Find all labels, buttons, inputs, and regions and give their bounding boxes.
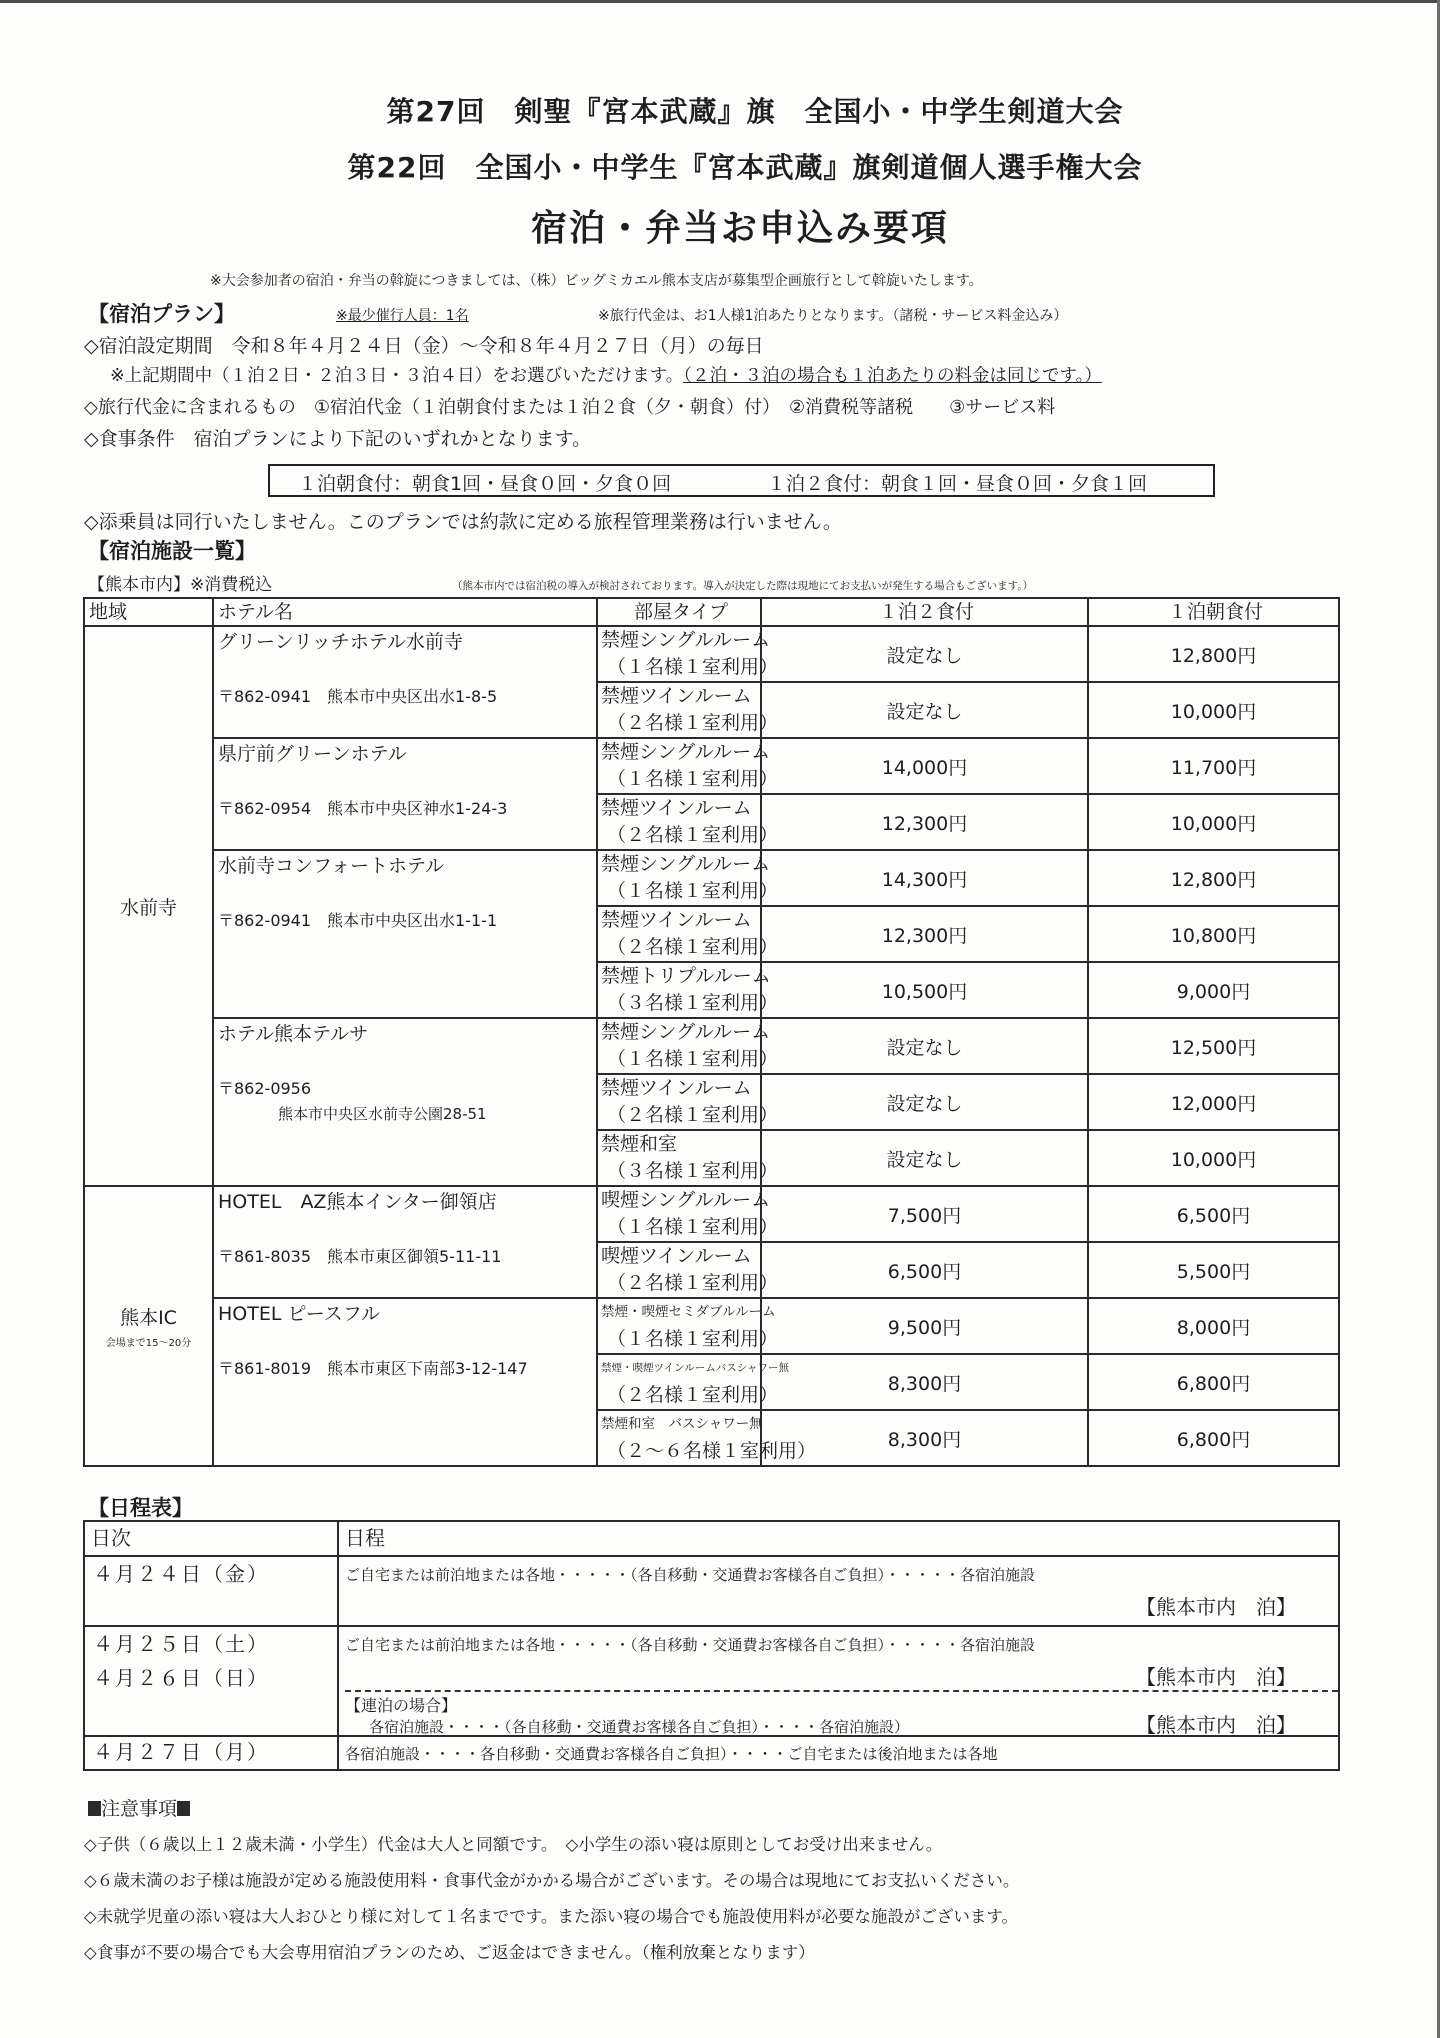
hotel-room-row (84, 1186, 1339, 1242)
itinerary-text: ご自宅または前泊地または各地・・・・・（各自移動・交通費お客様各自ご負担）・・・・・各宿泊施設 (345, 1636, 1036, 1654)
room-type: 禁煙ツインルーム (601, 685, 752, 707)
room-type-cell (597, 1018, 779, 1074)
hotel-cell (213, 1018, 597, 1186)
price-breakfast: 11,700円 (1088, 738, 1339, 794)
room-occupancy: （２～６名様１室利用） (607, 1440, 817, 1462)
hotel-cell (213, 850, 597, 1018)
room-type: 禁煙ツインルーム (601, 797, 752, 819)
room-type-cell (597, 626, 779, 682)
room-occupancy: （１名様１室利用） (607, 1216, 779, 1238)
room-occupancy: （２名様１室利用） (607, 1104, 779, 1126)
room-type: 禁煙シングルルーム (601, 629, 771, 651)
title-line-1: 第27回 剣聖『宮本武蔵』旗 全国小・中学生剣道大会 (386, 95, 1124, 128)
room-type-cell (597, 1186, 779, 1242)
price-two-meals: 設定なし (761, 682, 1088, 738)
price-two-meals: 9,500円 (761, 1298, 1088, 1354)
min-people-note: ※最少催行人員：1名 (336, 308, 469, 324)
schedule-date: ４月２４日（金） (93, 1562, 269, 1586)
schedule-table (83, 1520, 1340, 1771)
room-type: 喫煙シングルルーム (601, 1189, 771, 1211)
hotel-table (83, 597, 1340, 1467)
stay-choice-note: （２泊・３泊の場合も１泊あたりの料金は同じです。） (683, 366, 1102, 386)
hotel-cell (213, 626, 597, 738)
room-type: 禁煙シングルルーム (601, 1021, 771, 1043)
schedule-itinerary (338, 1736, 1339, 1770)
hotel-cell (213, 1186, 597, 1298)
meal-options-box (268, 464, 1215, 497)
room-type-cell (597, 738, 779, 794)
hotel-name: HOTEL AZ熊本インター御領店 (218, 1191, 497, 1213)
room-type-cell (597, 906, 779, 962)
dash-divider (345, 1690, 1338, 1692)
room-type: 喫煙ツインルーム (601, 1245, 752, 1267)
room-occupancy: （１名様１室利用） (607, 656, 779, 678)
schedule-date: ４月２７日（月） (93, 1740, 269, 1764)
room-type: 禁煙和室 (601, 1133, 678, 1155)
col-itinerary: 日程 (338, 1521, 1339, 1556)
price-breakfast: 10,000円 (1088, 1130, 1339, 1186)
note-item: ◇６歳未満のお子様は施設が定める施設使用料・食事代金がかかる場合がございます。その場合は現地にてお支払いください。 (84, 1871, 1020, 1890)
room-occupancy: （１名様１室利用） (607, 1048, 779, 1070)
col-two-meals: １泊２食付 (761, 598, 1088, 626)
room-type-cell (597, 850, 779, 906)
square-bullet-icon (177, 1801, 190, 1816)
stay-label: 【熊本市内 泊】 (1136, 1665, 1296, 1689)
room-type-cell (597, 962, 779, 1018)
hotel-address: 〒862-0956 (218, 1079, 312, 1098)
price-two-meals: 12,300円 (761, 794, 1088, 850)
schedule-date: ４月２５日（土） (93, 1632, 269, 1656)
col-breakfast: １泊朝食付 (1088, 598, 1339, 626)
itinerary-text: 各宿泊施設・・・・各自移動・交通費お客様各自ご負担）・・・・ご自宅または後泊地または各地 (345, 1745, 998, 1763)
facilities-heading: 【宿泊施設一覧】 (88, 539, 256, 563)
room-occupancy: （３名様１室利用） (607, 1160, 779, 1182)
room-type-cell (597, 1130, 779, 1186)
price-two-meals: 8,300円 (761, 1410, 1088, 1466)
schedule-day (84, 1736, 338, 1770)
schedule-day (84, 1626, 338, 1736)
price-two-meals: 設定なし (761, 1018, 1088, 1074)
plan-heading: 【宿泊プラン】 (88, 302, 235, 326)
schedule-itinerary (338, 1626, 1339, 1736)
price-breakfast: 10,000円 (1088, 794, 1339, 850)
included-items: ◇旅行代金に含まれるもの ①宿泊代金（１泊朝食付または１泊２食（夕・朝食）付） ②消費税等諸税 ③サービス料 (84, 397, 1056, 418)
hotel-address: 〒862-0941 熊本市中央区出水1-8-5 (218, 687, 498, 706)
meal-option-two-meals: １泊２食付：朝食１回・昼食０回・夕食１回 (767, 473, 1148, 495)
room-type-cell (597, 794, 779, 850)
stay-label: 【熊本市内 泊】 (1136, 1595, 1296, 1619)
price-breakfast: 12,000円 (1088, 1074, 1339, 1130)
room-occupancy: （２名様１室利用） (607, 824, 779, 846)
scan-edge-top (0, 0, 1440, 3)
escort-note: ◇添乗員は同行いたしません。このプランでは約款に定める旅程管理業務は行いません。 (84, 511, 842, 533)
room-type-cell (597, 1298, 779, 1354)
price-two-meals: 8,300円 (761, 1354, 1088, 1410)
price-breakfast: 10,800円 (1088, 906, 1339, 962)
room-type: 禁煙和室 バスシャワー無 (601, 1416, 763, 1432)
stay-choice-text: ※上記期間中（１泊２日・２泊３日・３泊４日）をお選びいただけます。 (110, 366, 684, 386)
area-access-note: 会場まで15～20分 (105, 1338, 192, 1349)
room-type-cell (597, 1074, 779, 1130)
room-occupancy: （２名様１室利用） (607, 712, 779, 734)
hotel-address: 〒861-8035 熊本市東区御領5-11-11 (218, 1247, 502, 1266)
room-type-cell (597, 1242, 779, 1298)
note-item: ◇未就学児童の添い寝は大人おひとり様に対して１名までです。また添い寝の場合でも施設使用料が必要な施設がございます。 (84, 1907, 1019, 1926)
price-two-meals: 設定なし (761, 1130, 1088, 1186)
schedule-itinerary (338, 1556, 1339, 1626)
hotel-name: ホテル熊本テルサ (218, 1023, 369, 1045)
room-occupancy: （１名様１室利用） (607, 1328, 779, 1350)
hotel-name: 水前寺コンフォートホテル (218, 855, 445, 877)
hotel-name: HOTEL ピースフル (218, 1303, 381, 1325)
price-breakfast: 12,800円 (1088, 850, 1339, 906)
col-day: 日次 (84, 1521, 338, 1556)
area-cell (84, 1186, 213, 1466)
room-occupancy: （１名様１室利用） (607, 768, 779, 790)
itinerary-text: ご自宅または前泊地または各地・・・・・（各自移動・交通費お客様各自ご負担）・・・・・各宿泊施設 (345, 1566, 1036, 1584)
note-item: ◇子供（６歳以上１２歳未満・小学生）代金は大人と同額です。 ◇小学生の添い寝は原則としてお受け出来ません。 (84, 1835, 943, 1854)
hotel-cell (213, 738, 597, 850)
room-type: 禁煙・喫煙ツインルームバスシャワー無 (601, 1362, 790, 1374)
col-room: 部屋タイプ (597, 598, 761, 626)
meal-conditions: ◇食事条件 宿泊プランにより下記のいずれかとなります。 (84, 428, 592, 450)
square-bullet-icon (88, 1801, 101, 1816)
hotel-room-row (84, 738, 1339, 794)
consecutive-stay-label: 【熊本市内 泊】 (1136, 1713, 1296, 1737)
area-name: 熊本IC (120, 1307, 177, 1329)
page-title: 宿泊・弁当お申込み要項 (530, 208, 949, 249)
price-two-meals: 14,300円 (761, 850, 1088, 906)
notes-heading (88, 1794, 190, 1821)
hotel-address: 〒862-0941 熊本市中央区出水1-1-1 (218, 911, 498, 930)
title-line-2: 第22回 全国小・中学生『宮本武蔵』旗剣道個人選手権大会 (347, 151, 1143, 184)
price-breakfast: 9,000円 (1088, 962, 1339, 1018)
col-hotel: ホテル名 (213, 598, 597, 626)
consecutive-text: 各宿泊施設・・・・（各自移動・交通費お客様各自ご負担）・・・・各宿泊施設） (369, 1718, 910, 1736)
price-breakfast: 12,800円 (1088, 626, 1339, 682)
price-two-meals: 設定なし (761, 626, 1088, 682)
room-occupancy: （２名様１室利用） (607, 1272, 779, 1294)
meal-option-breakfast: １泊朝食付：朝食1回・昼食０回・夕食０回 (298, 473, 672, 495)
hotel-address: 〒862-0954 熊本市中央区神水1-24-3 (218, 799, 508, 818)
room-type: 禁煙シングルルーム (601, 741, 771, 763)
consecutive-label: 【連泊の場合】 (345, 1696, 458, 1715)
schedule-row (84, 1626, 1339, 1736)
room-occupancy: （２名様１室利用） (607, 1384, 779, 1406)
area-name: 水前寺 (119, 896, 177, 919)
schedule-heading: 【日程表】 (88, 1496, 193, 1520)
price-two-meals: 10,500円 (761, 962, 1088, 1018)
price-two-meals: 12,300円 (761, 906, 1088, 962)
arrangement-notice: ※大会参加者の宿泊・弁当の斡旋につきましては、（株）ビッグミカエル熊本支店が募集型企画旅行として斡旋いたします。 (210, 273, 983, 289)
hotel-cell (213, 1298, 597, 1466)
hotel-table-header (84, 598, 1339, 626)
hotel-room-row (84, 850, 1339, 906)
room-type: 禁煙ツインルーム (601, 1077, 752, 1099)
stay-choice (110, 362, 1102, 387)
price-breakfast: 6,500円 (1088, 1186, 1339, 1242)
price-two-meals: 14,000円 (761, 738, 1088, 794)
schedule-header (84, 1521, 1339, 1556)
price-note: ※旅行代金は、お1人様1泊あたりとなります。（諸税・サービス料金込み） (598, 308, 1068, 324)
price-two-meals: 設定なし (761, 1074, 1088, 1130)
notes-heading-text: 注意事項 (101, 1798, 178, 1820)
price-breakfast: 10,000円 (1088, 682, 1339, 738)
hotel-room-row (84, 1298, 1339, 1354)
hotel-room-row (84, 1018, 1339, 1074)
room-type: 禁煙トリプルルーム (601, 965, 771, 987)
hotel-name: 県庁前グリーンホテル (218, 743, 407, 765)
price-breakfast: 5,500円 (1088, 1242, 1339, 1298)
schedule-row (84, 1556, 1339, 1626)
price-two-meals: 6,500円 (761, 1242, 1088, 1298)
hotel-room-row (84, 626, 1339, 682)
price-breakfast: 8,000円 (1088, 1298, 1339, 1354)
lodging-tax-note: （熊本市内では宿泊税の導入が検討されております。導入が決定した際は現地にてお支払いが発生する場合もございます。） (452, 580, 1034, 592)
room-type-cell (597, 1354, 790, 1410)
room-type: 禁煙シングルルーム (601, 853, 771, 875)
schedule-row (84, 1736, 1339, 1770)
schedule-date: ４月２６日（日） (93, 1666, 269, 1690)
schedule-day (84, 1556, 338, 1626)
room-occupancy: （２名様１室利用） (607, 936, 779, 958)
room-occupancy: （１名様１室利用） (607, 880, 779, 902)
note-item: ◇食事が不要の場合でも大会専用宿泊プランのため、ご返金はできません。（権利放棄となります） (84, 1943, 815, 1962)
room-type: 禁煙ツインルーム (601, 909, 752, 931)
price-breakfast: 12,500円 (1088, 1018, 1339, 1074)
hotel-address: 〒861-8019 熊本市東区下南部3-12-147 (218, 1359, 528, 1378)
stay-period: ◇宿泊設定期間 令和８年４月２４日（金）～令和８年４月２７日（月）の毎日 (84, 335, 764, 357)
hotel-address-line2: 熊本市中央区水前寺公園28-51 (278, 1105, 487, 1123)
price-breakfast: 6,800円 (1088, 1354, 1339, 1410)
facilities-subheading: 【熊本市内】※消費税込 (88, 575, 273, 595)
room-occupancy: （３名様１室利用） (607, 992, 779, 1014)
price-breakfast: 6,800円 (1088, 1410, 1339, 1466)
room-type-cell (597, 682, 779, 738)
area-cell (84, 626, 213, 1186)
col-area: 地域 (84, 598, 213, 626)
room-type-cell (597, 1410, 817, 1466)
price-two-meals: 7,500円 (761, 1186, 1088, 1242)
room-type: 禁煙・喫煙セミダブルルーム (601, 1304, 776, 1320)
hotel-name: グリーンリッチホテル水前寺 (218, 631, 463, 653)
